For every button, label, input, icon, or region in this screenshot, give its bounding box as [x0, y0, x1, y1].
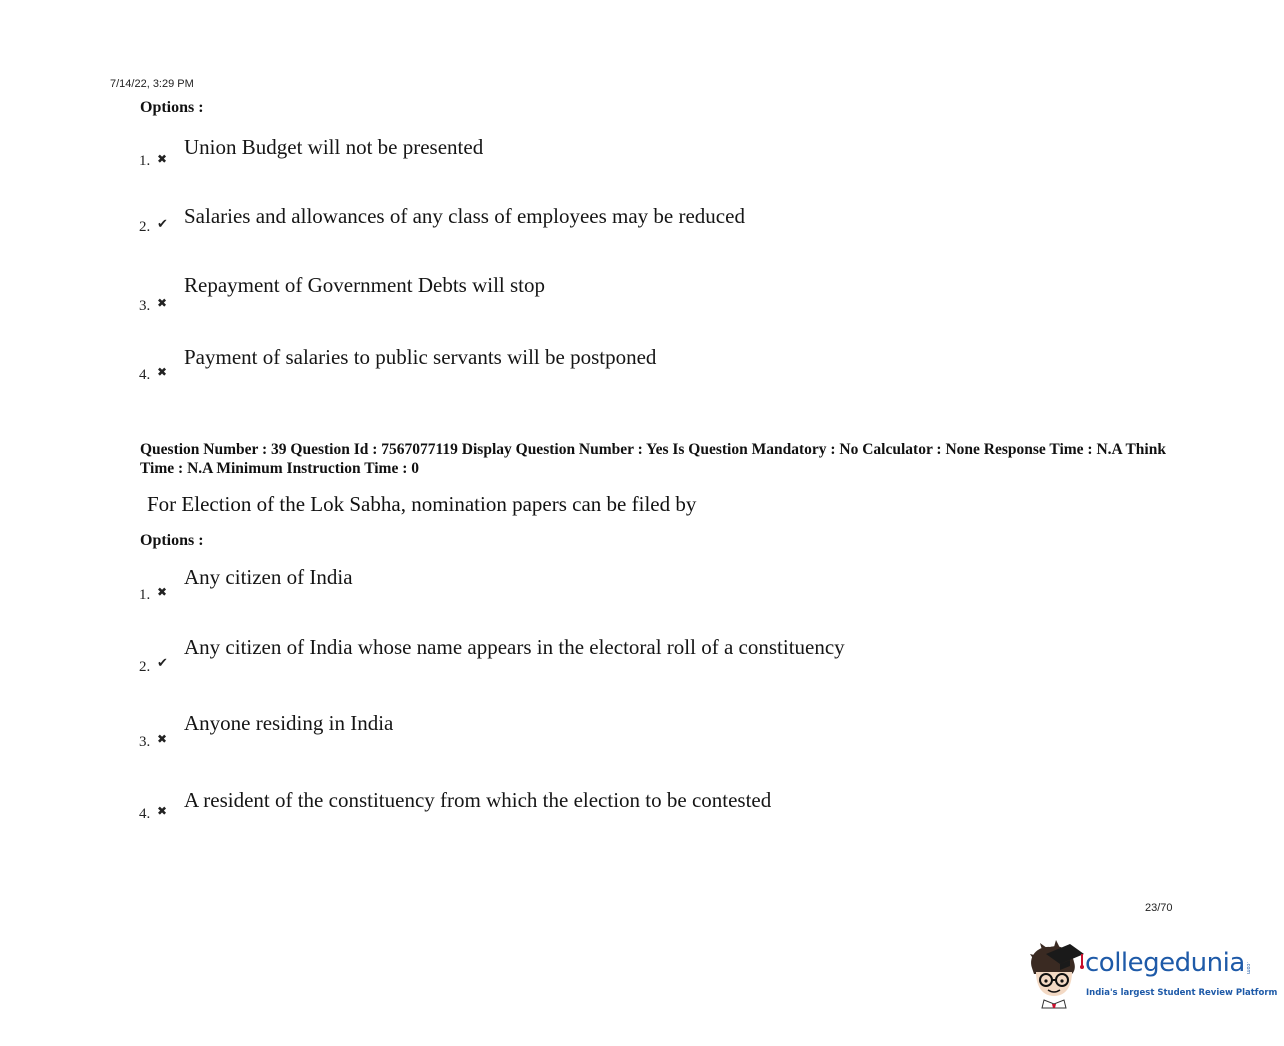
option-number: 1.: [139, 587, 151, 603]
logo-tagline: India's largest Student Review Platform: [1086, 988, 1278, 998]
option-text: Repayment of Government Debts will stop: [184, 273, 546, 297]
option-text: Any citizen of India: [184, 565, 353, 589]
option-number: 2.: [139, 219, 151, 235]
cross-icon: ✖: [157, 585, 168, 599]
check-icon: ✔: [157, 656, 168, 671]
option-number: 3.: [139, 298, 151, 314]
check-icon: ✔: [157, 217, 168, 232]
cross-icon: ✖: [157, 804, 168, 818]
logo-domain-suffix: .com: [1245, 962, 1251, 975]
cross-icon: ✖: [157, 732, 168, 746]
question-meta: Question Number : 39 Question Id : 7567077119 Display Question Number : Yes Is Question Mandatory : No Calculator : None Response Time : N.A Think Time : N.A Minimum Instruction Time : 0: [140, 441, 1166, 477]
cross-icon: ✖: [157, 365, 168, 379]
option-number: 4.: [139, 367, 151, 383]
options-label: Options :: [140, 99, 204, 116]
page-number: 23/70: [1145, 902, 1173, 914]
option-number: 4.: [139, 806, 151, 822]
question-text: For Election of the Lok Sabha, nomination papers can be filed by: [147, 492, 697, 516]
mascot-icon: [1024, 938, 1086, 1010]
option-number: 1.: [139, 153, 151, 169]
option-text: Salaries and allowances of any class of employees may be reduced: [184, 204, 745, 228]
cross-icon: ✖: [157, 296, 168, 310]
option-number: 3.: [139, 734, 151, 750]
option-text: Any citizen of India whose name appears in the electoral roll of a constituency: [184, 635, 845, 659]
cross-icon: ✖: [157, 152, 168, 166]
options-label: Options :: [140, 532, 204, 549]
option-number: 2.: [139, 659, 151, 675]
option-text: Union Budget will not be presented: [184, 135, 484, 159]
option-text: Anyone residing in India: [184, 711, 394, 735]
option-text: Payment of salaries to public servants will be postponed: [184, 345, 657, 369]
timestamp: 7/14/22, 3:29 PM: [110, 78, 194, 90]
logo-brand-text: collegedunia: [1085, 948, 1245, 978]
option-text: A resident of the constituency from which the election to be contested: [184, 788, 772, 812]
collegedunia-logo: [1024, 938, 1278, 1010]
